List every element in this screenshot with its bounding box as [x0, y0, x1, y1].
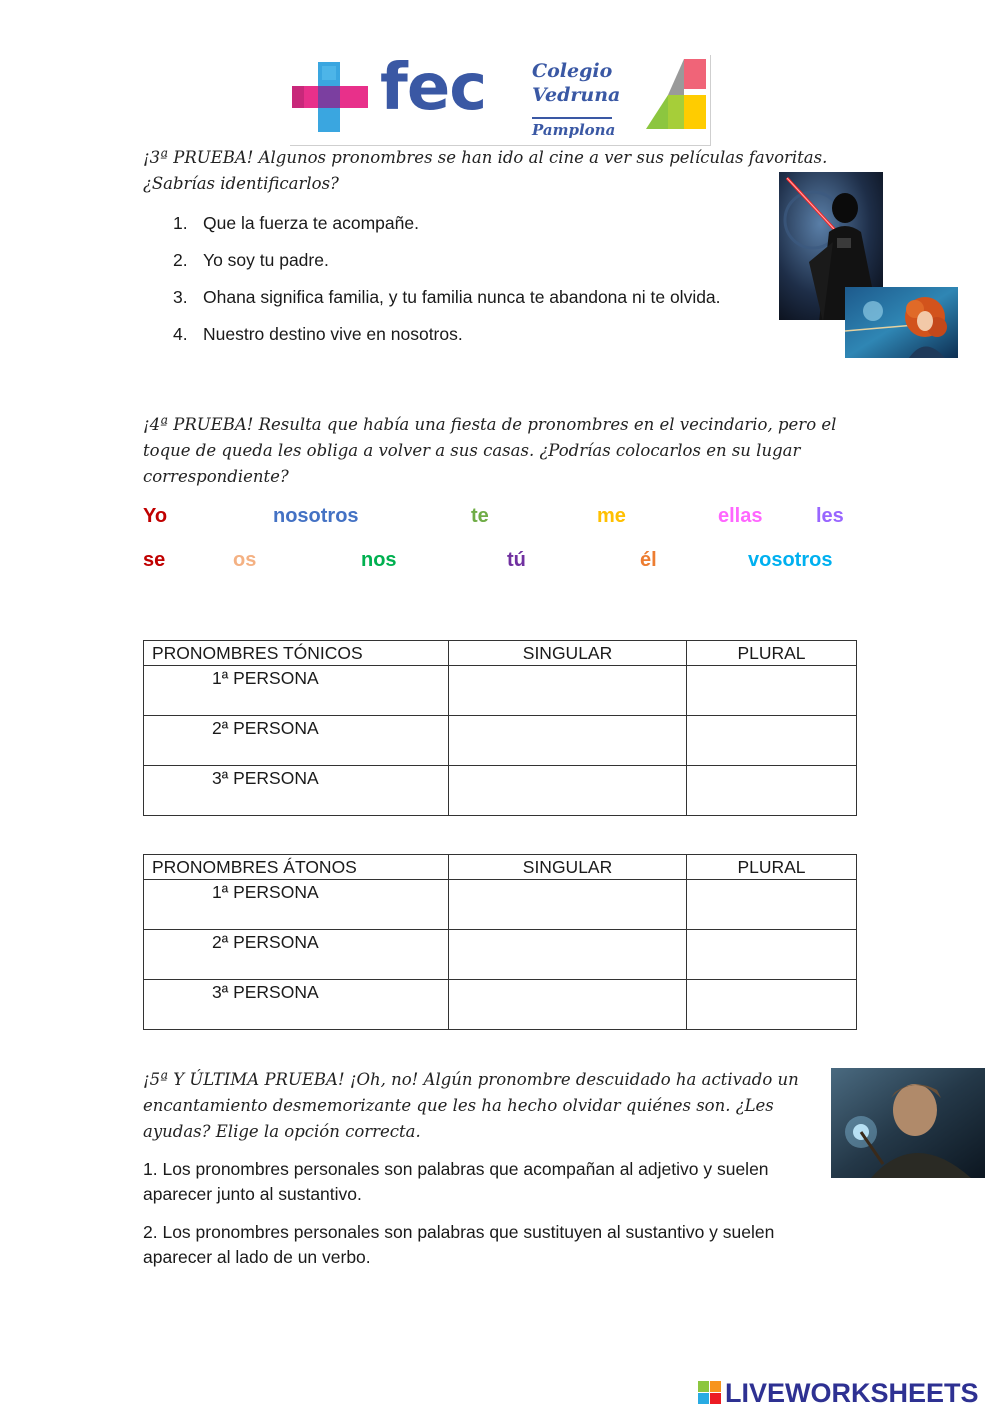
table-header: SINGULAR [449, 641, 687, 666]
list-item: 1. Que la fuerza te acompañe. [173, 213, 419, 233]
section4-title: ¡4ª PRUEBA! Resulta que había una fiesta de pronombres en el vecindario, pero el toque de queda les obliga a volver a sus casas. ¿Podrías colocarlos en su lugar correspondiente? [143, 415, 837, 486]
vedruna-emblem-icon [646, 57, 708, 129]
row-label: 2ª PERSONA [144, 716, 449, 766]
brave-merida-image [845, 287, 958, 358]
drop-cell[interactable] [449, 766, 687, 816]
liveworksheets-brand [698, 1378, 979, 1408]
liveworksheets-wordmark: LIVEWORKSHEETS [725, 1377, 979, 1408]
section3-sentence-list [173, 213, 773, 361]
drop-cell[interactable] [449, 980, 687, 1030]
pronoun-word-me[interactable]: me [597, 505, 626, 527]
pronoun-word-ellas[interactable]: ellas [718, 505, 763, 527]
table-pronombres-tonicos [143, 640, 857, 816]
drop-cell[interactable] [687, 930, 857, 980]
drop-cell[interactable] [449, 716, 687, 766]
pronoun-word-nosotros[interactable]: nosotros [273, 505, 359, 527]
row-label: 1ª PERSONA [144, 666, 449, 716]
school-logo [290, 51, 711, 146]
row-label: 2ª PERSONA [144, 930, 449, 980]
drop-cell[interactable] [449, 666, 687, 716]
table-header: PRONOMBRES TÓNICOS [144, 641, 449, 666]
table-header: PRONOMBRES ÁTONOS [144, 855, 449, 880]
list-item: 4. Nuestro destino vive en nosotros. [173, 324, 463, 344]
fec-wordmark: fec [380, 51, 487, 125]
drop-cell[interactable] [449, 930, 687, 980]
table-header: SINGULAR [449, 855, 687, 880]
liveworksheets-logo-icon [698, 1381, 722, 1405]
harry-potter-scene-image [831, 1068, 985, 1178]
pronoun-word-les[interactable]: les [816, 505, 844, 527]
pronoun-word-os[interactable]: os [233, 549, 257, 571]
pronoun-word-se[interactable]: se [143, 549, 166, 571]
table-pronombres-atonos [143, 854, 857, 1030]
fec-cross-icon [292, 62, 368, 132]
pronoun-word-vosotros[interactable]: vosotros [748, 549, 833, 571]
pronoun-word-yo[interactable]: Yo [143, 505, 168, 527]
answer-option-2[interactable]: 2. Los pronombres personales son palabras que sustituyen al sustantivo y suelen aparecer al lado de un verbo. [143, 1222, 775, 1267]
drop-cell[interactable] [687, 716, 857, 766]
pronoun-word-tu[interactable]: tú [507, 549, 526, 571]
drop-cell[interactable] [687, 980, 857, 1030]
row-label: 1ª PERSONA [144, 880, 449, 930]
school-city: Pamplona [532, 121, 616, 139]
list-item: 2. Yo soy tu padre. [173, 250, 329, 270]
section5-title: ¡5ª Y ÚLTIMA PRUEBA! ¡Oh, no! Algún pronombre descuidado ha activado un encantamiento desmemorizante que les ha hecho olvidar quiénes son. ¿Les ayudas? Elige la opción correcta. [143, 1070, 799, 1141]
drop-cell[interactable] [687, 766, 857, 816]
table-header: PLURAL [687, 641, 857, 666]
logo-divider [532, 117, 612, 119]
table-header: PLURAL [687, 855, 857, 880]
answer-option-1[interactable]: 1. Los pronombres personales son palabras que acompañan al adjetivo y suelen aparecer junto al sustantivo. [143, 1159, 769, 1204]
pronoun-word-te[interactable]: te [471, 505, 489, 527]
drop-cell[interactable] [687, 880, 857, 930]
row-label: 3ª PERSONA [144, 766, 449, 816]
row-label: 3ª PERSONA [144, 980, 449, 1030]
school-name: Colegio Vedruna [532, 60, 621, 106]
section3-title: ¡3ª PRUEBA! Algunos pronombres se han ido al cine a ver sus películas favoritas. ¿Sabrías identificarlos? [143, 148, 828, 193]
pronoun-word-el[interactable]: él [640, 549, 657, 571]
drop-cell[interactable] [687, 666, 857, 716]
drop-cell[interactable] [449, 880, 687, 930]
list-item: 3. Ohana significa familia, y tu familia nunca te abandona ni te olvida. [173, 287, 721, 307]
pronoun-word-nos[interactable]: nos [361, 549, 397, 571]
